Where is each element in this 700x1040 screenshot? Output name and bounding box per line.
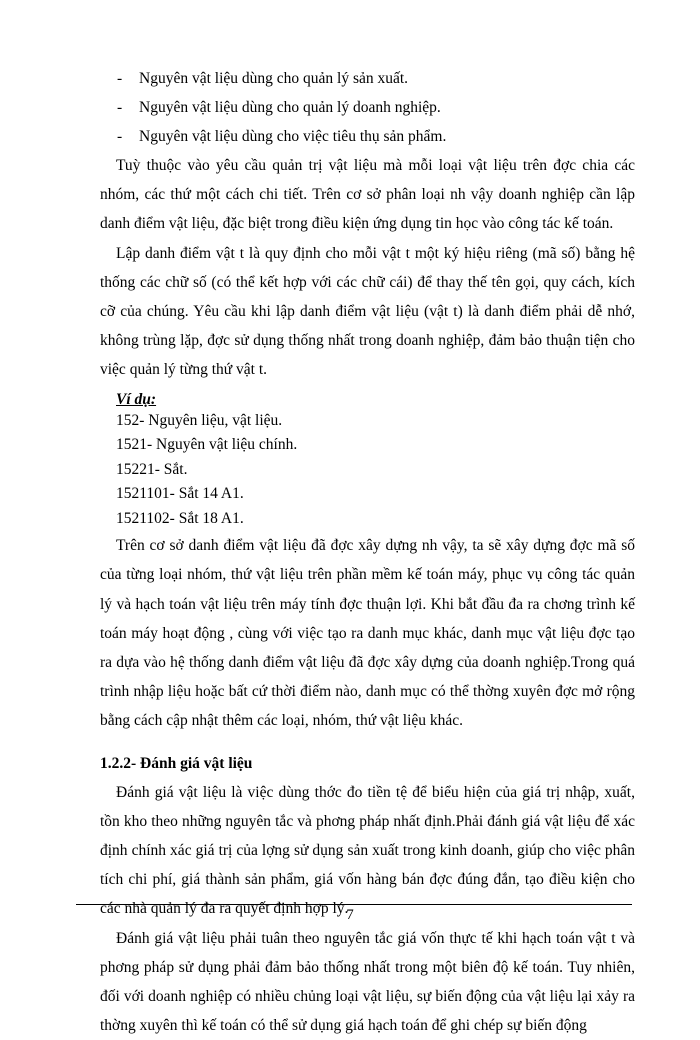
paragraph-catalog-definition: Lập danh điểm vật t là quy định cho mỗi vật t một ký hiệu riêng (mã số) bằng hệ thống các chữ số (có thể kết hợp với các chữ cái) để thay thế tên gọi, quy cách, kích cỡ của chúng. Yêu cầu khi lập danh điểm vật liệu (vật t) là danh điểm phải dễ nhớ, không trùng lặp, đợc sử dụng thống nhất trong doanh nghiệp, đảm bảo thuận tiện cho việc quản lý từng thứ vật t. xyxy=(100,244,635,379)
bullet-text: Nguyên vật liệu dùng cho quản lý sản xuất. xyxy=(139,70,409,87)
page-number: 7 xyxy=(346,907,354,923)
paragraph-classification: Tuỳ thuộc vào yêu cầu quản trị vật liệu mà mỗi loại vật liệu trên đợc chia các nhóm, các thứ một cách chi tiết. Trên cơ sở phân loại nh vậy doanh nghiệp cần lập danh điểm vật liệu, đặc biệt trong điều kiện ứng dụng tin học vào công tác kế toán. xyxy=(100,157,635,233)
page-content xyxy=(100,64,635,1040)
paragraph-valuation-principle: Đánh giá vật liệu phải tuân theo nguyên tắc giá vốn thực tế khi hạch toán vật t và phơng pháp sử dụng phải đảm bảo thống nhất trong một biên độ kế toán. Tuy nhiên, đối với doanh nghiệp có nhiều chủng loại vật liệu, sự biến động của vật liệu lại xảy ra thờng xuyên thì kế toán có thể sử dụng giá hạch toán để ghi chép sự biến động xyxy=(100,929,635,1035)
bullet-item xyxy=(100,64,635,93)
bullet-text: Nguyên vật liệu dùng cho quản lý doanh nghiệp. xyxy=(139,99,441,116)
bullet-item xyxy=(100,122,635,151)
example-line: 1521101- Sắt 14 A1. xyxy=(116,485,244,503)
example-line: 1521- Nguyên vật liệu chính. xyxy=(116,436,298,454)
example-title: Ví dụ: xyxy=(116,390,157,408)
example-line: 15221- Sắt. xyxy=(116,460,188,478)
bullet-dash: - xyxy=(117,99,123,116)
section-heading: 1.2.2- Đánh giá vật liệu xyxy=(100,754,253,772)
paragraph-valuation-definition: Đánh giá vật liệu là việc dùng thớc đo tiền tệ để biểu hiện của giá trị nhập, xuất, tồn kho theo những nguyên tắc và phơng pháp nhất định.Phải đánh giá vật liệu để xác định chính xác giá trị của lợng sử dụng sản xuất trong kinh doanh, giúp cho việc phân tích chi phí, giá thành sản phẩm, giá vốn hàng bán đợc đúng đắn, tạo điều kiện cho các nhà quản lý đa ra quyết định hợp lý. xyxy=(100,783,635,918)
bullet-dash: - xyxy=(117,70,123,87)
example-line: 152- Nguyên liệu, vật liệu. xyxy=(116,411,283,429)
bullet-item xyxy=(100,93,635,122)
bullet-text: Nguyên vật liệu dùng cho việc tiêu thụ sản phẩm. xyxy=(139,128,447,145)
example-line: 1521102- Sắt 18 A1. xyxy=(116,509,244,527)
bullet-dash: - xyxy=(117,128,123,145)
example-block xyxy=(100,385,635,532)
paragraph-software-catalog: Trên cơ sở danh điểm vật liệu đã đợc xây dựng nh vậy, ta sẽ xây dựng đợc mã số của từng loại nhóm, thứ vật liệu trên phần mềm kế toán máy, phục vụ công tác quản lý và hạch toán vật liệu trên máy tính đợc thuận lợi. Khi bắt đầu đa ra chơng trình kế toán máy hoạt động , cùng với việc tạo ra danh mục khác, danh mục vật liệu đợc tạo ra dựa vào hệ thống danh điểm vật liệu đã đợc xây dựng của doanh nghiệp.Trong quá trình nhập liệu hoặc bất cứ thời điểm nào, danh mục có thể thờng xuyên đợc mở rộng bằng cách cập nhật thêm các loại, nhóm, thứ vật liệu khác. xyxy=(100,537,635,730)
